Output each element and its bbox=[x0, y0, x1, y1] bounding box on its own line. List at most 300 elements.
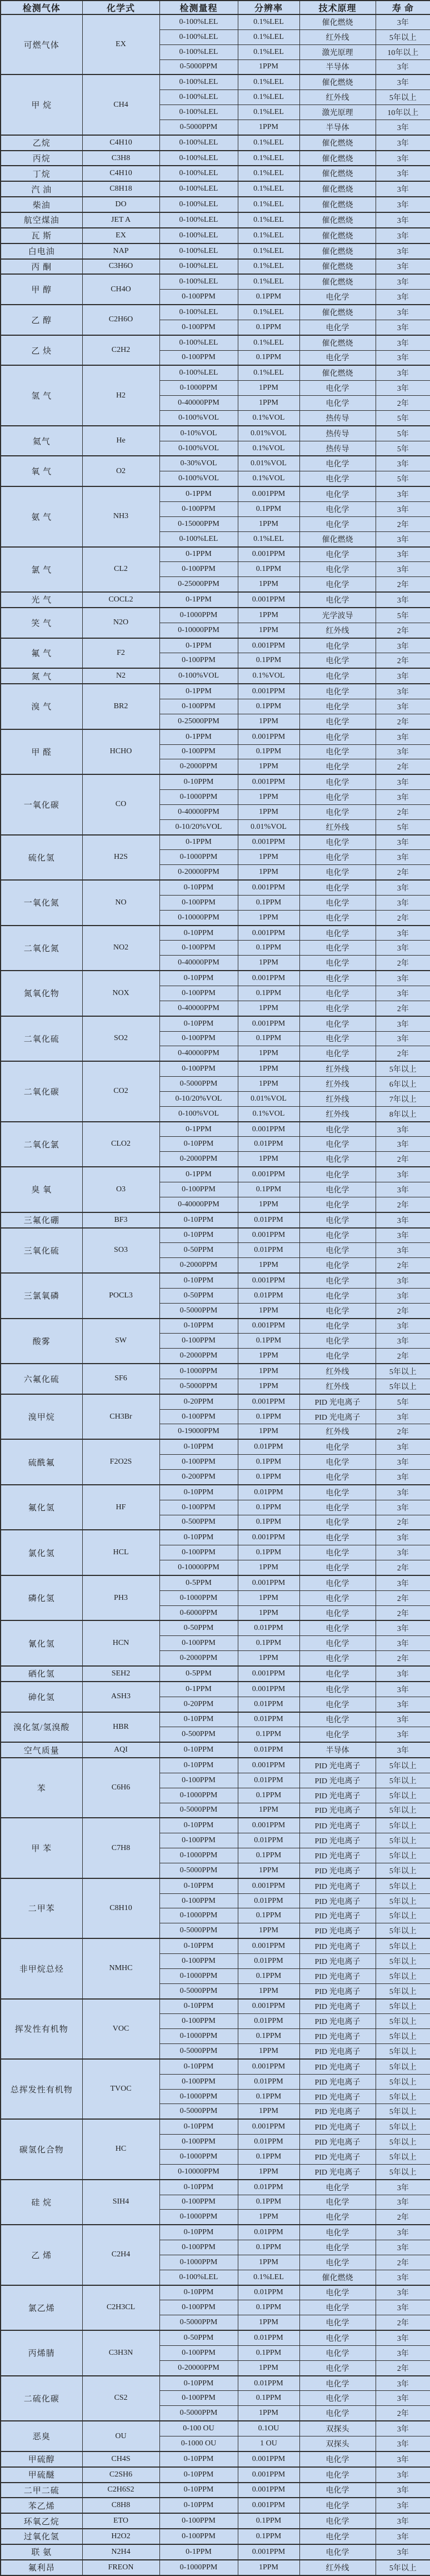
principle-cell: 电化学 bbox=[299, 1319, 376, 1334]
principle-cell: 电化学 bbox=[299, 290, 376, 305]
resolution-cell: 0.1PPM bbox=[238, 290, 299, 305]
principle-cell: 电化学 bbox=[299, 759, 376, 774]
resolution-cell: 0.001PPM bbox=[238, 1228, 299, 1243]
life-cell: 2年 bbox=[376, 1515, 430, 1530]
range-cell: 0-100PPM bbox=[159, 350, 238, 365]
range-cell: 0-100%LEL bbox=[159, 365, 238, 380]
life-cell: 5年以上 bbox=[376, 1999, 430, 2014]
life-cell: 3年 bbox=[376, 1470, 430, 1485]
resolution-cell: 1PPM bbox=[238, 1061, 299, 1076]
life-cell: 2年 bbox=[376, 577, 430, 592]
principle-cell: PID 光电离子 bbox=[299, 2074, 376, 2089]
range-cell: 0-1000PPM bbox=[159, 2149, 238, 2164]
range-cell: 0-1PPM bbox=[159, 1167, 238, 1182]
life-cell: 3年 bbox=[376, 59, 430, 74]
principle-cell: PID 光电离子 bbox=[299, 2014, 376, 2029]
table-row bbox=[1, 684, 430, 699]
range-cell: 0-100%LEL bbox=[159, 259, 238, 275]
principle-cell: 电化学 bbox=[299, 1288, 376, 1303]
resolution-cell: 0.1PPM bbox=[238, 562, 299, 577]
resolution-cell: 1PPM bbox=[238, 608, 299, 623]
range-cell: 0-5000PPM bbox=[159, 1863, 238, 1878]
formula-cell: VOC bbox=[82, 1999, 159, 2059]
range-cell: 0-100%LEL bbox=[159, 197, 238, 212]
principle-cell: 电化学 bbox=[299, 895, 376, 910]
range-cell: 0-10PPM bbox=[159, 1878, 238, 1893]
life-cell: 3年 bbox=[376, 895, 430, 910]
life-cell: 5年以上 bbox=[376, 2059, 430, 2074]
gas-cell: 溴 气 bbox=[1, 684, 82, 729]
range-cell: 0-10PPM bbox=[159, 1485, 238, 1500]
principle-cell: 电化学 bbox=[299, 1137, 376, 1152]
formula-cell: HBR bbox=[82, 1712, 159, 1743]
table-row bbox=[1, 971, 430, 986]
life-cell: 3年 bbox=[376, 1485, 430, 1500]
range-cell: 0-2000PPM bbox=[159, 1651, 238, 1666]
life-cell: 10年以上 bbox=[376, 105, 430, 120]
range-cell: 0-5000PPM bbox=[159, 2104, 238, 2119]
principle-cell: 电化学 bbox=[299, 729, 376, 744]
resolution-cell: 0.1PPM bbox=[238, 1788, 299, 1803]
life-cell: 7年以上 bbox=[376, 1091, 430, 1106]
principle-cell: PID 光电离子 bbox=[299, 1758, 376, 1773]
resolution-cell: 0.1PPM bbox=[238, 2149, 299, 2164]
resolution-cell: 1PPM bbox=[238, 759, 299, 774]
gas-cell: 过氧化氢 bbox=[1, 2529, 82, 2544]
formula-cell: SW bbox=[82, 1319, 159, 1364]
range-cell: 0-50PPM bbox=[159, 2330, 238, 2345]
principle-cell: 红外线 bbox=[299, 2560, 376, 2575]
principle-cell: 电化学 bbox=[299, 1228, 376, 1243]
table-row bbox=[1, 1620, 430, 1635]
gas-cell: 二氧化碳 bbox=[1, 1061, 82, 1121]
life-cell: 5年以上 bbox=[376, 2074, 430, 2089]
formula-cell: EX bbox=[82, 14, 159, 74]
resolution-cell: 1PPM bbox=[238, 850, 299, 865]
principle-cell: PID 光电离子 bbox=[299, 1968, 376, 1983]
range-cell: 0-100PPM bbox=[159, 290, 238, 305]
life-cell: 5年以上 bbox=[376, 2149, 430, 2164]
life-cell: 2年 bbox=[376, 2360, 430, 2375]
table-row bbox=[1, 335, 430, 350]
life-cell: 5年以上 bbox=[376, 1878, 430, 1893]
gas-cell: 磷化氢 bbox=[1, 1575, 82, 1621]
resolution-cell: 1PPM bbox=[238, 2255, 299, 2270]
life-cell: 5年 bbox=[376, 608, 430, 623]
principle-cell: 激光原理 bbox=[299, 105, 376, 120]
resolution-cell: 0.01PPM bbox=[238, 1485, 299, 1500]
range-cell: 0-20000PPM bbox=[159, 865, 238, 880]
principle-cell: 电化学 bbox=[299, 774, 376, 789]
life-cell: 3年 bbox=[376, 135, 430, 151]
range-cell: 0-1000PPM bbox=[159, 2210, 238, 2225]
range-cell: 0-50PPM bbox=[159, 1620, 238, 1635]
resolution-cell: 1PPM bbox=[238, 1077, 299, 1092]
table-row bbox=[1, 14, 430, 29]
resolution-cell: 0.01PPM bbox=[238, 1439, 299, 1454]
life-cell: 3年 bbox=[376, 1167, 430, 1182]
life-cell: 5年以上 bbox=[376, 2135, 430, 2150]
table-row bbox=[1, 2498, 430, 2513]
principle-cell: 电化学 bbox=[299, 1122, 376, 1137]
life-cell: 3年 bbox=[376, 166, 430, 181]
resolution-cell: 0.001PPM bbox=[238, 592, 299, 608]
life-cell: 3年 bbox=[376, 850, 430, 865]
resolution-cell: 0.001PPM bbox=[238, 547, 299, 562]
principle-cell: 催化燃烧 bbox=[299, 531, 376, 546]
header-row bbox=[1, 1, 430, 14]
resolution-cell: 1PPM bbox=[238, 804, 299, 819]
principle-cell: 电化学 bbox=[299, 516, 376, 531]
life-cell: 5年以上 bbox=[376, 2164, 430, 2179]
resolution-cell: 0.001PPM bbox=[238, 1319, 299, 1334]
resolution-cell: 0.1PPM bbox=[238, 1409, 299, 1424]
principle-cell: PID 光电离子 bbox=[299, 1773, 376, 1788]
range-cell: 0-1PPM bbox=[159, 684, 238, 699]
life-cell: 3年 bbox=[376, 1243, 430, 1258]
life-cell: 3年 bbox=[376, 486, 430, 501]
range-cell: 0-100PPM bbox=[159, 2240, 238, 2255]
range-cell: 0-40000PPM bbox=[159, 1197, 238, 1212]
formula-cell: PH3 bbox=[82, 1575, 159, 1621]
life-cell: 3年 bbox=[376, 531, 430, 546]
life-cell: 3年 bbox=[376, 592, 430, 608]
table-row bbox=[1, 365, 430, 380]
range-cell: 0-100%LEL bbox=[159, 135, 238, 151]
resolution-cell: 0.1%LEL bbox=[238, 305, 299, 320]
range-cell: 0-10PPM bbox=[159, 2451, 238, 2467]
range-cell: 0-10000PPM bbox=[159, 1560, 238, 1575]
life-cell: 3年 bbox=[376, 74, 430, 89]
range-cell: 0-100PPM bbox=[159, 2074, 238, 2089]
life-cell: 5年以上 bbox=[376, 1364, 430, 1379]
principle-cell: 催化燃烧 bbox=[299, 14, 376, 29]
table-row bbox=[1, 2544, 430, 2560]
table-row bbox=[1, 1575, 430, 1590]
principle-cell: 双探头 bbox=[299, 2421, 376, 2436]
range-cell: 0-10PPM bbox=[159, 1530, 238, 1545]
gas-cell: 非甲烷总烃 bbox=[1, 1938, 82, 1998]
principle-cell: 电化学 bbox=[299, 790, 376, 805]
gas-cell: 溴化氢/氢溴酸 bbox=[1, 1712, 82, 1743]
gas-cell: 六氟化硫 bbox=[1, 1364, 82, 1394]
life-cell: 5年 bbox=[376, 471, 430, 486]
resolution-cell: 0.1PPM bbox=[238, 1848, 299, 1863]
resolution-cell: 0.1OU bbox=[238, 2421, 299, 2436]
resolution-cell: 1PPM bbox=[238, 1983, 299, 1998]
resolution-cell: 1PPM bbox=[238, 910, 299, 925]
life-cell: 3年 bbox=[376, 1530, 430, 1545]
range-cell: 0-100%LEL bbox=[159, 151, 238, 166]
principle-cell: 红外线 bbox=[299, 1061, 376, 1076]
principle-cell: 催化燃烧 bbox=[299, 365, 376, 380]
gas-cell: 可燃气体 bbox=[1, 14, 82, 74]
life-cell: 3年 bbox=[376, 2270, 430, 2285]
principle-cell: PID 光电离子 bbox=[299, 1983, 376, 1998]
gas-cell: 汽 油 bbox=[1, 181, 82, 197]
life-cell: 3年 bbox=[376, 1122, 430, 1137]
life-cell: 2年 bbox=[376, 714, 430, 729]
life-cell: 3年 bbox=[376, 197, 430, 212]
principle-cell: PID 光电离子 bbox=[299, 1833, 376, 1848]
formula-cell: COCL2 bbox=[82, 592, 159, 608]
table-row bbox=[1, 1319, 430, 1334]
principle-cell: 电化学 bbox=[299, 2513, 376, 2529]
resolution-cell: 0.1%VOL bbox=[238, 441, 299, 456]
resolution-cell: 0.001PPM bbox=[238, 1666, 299, 1682]
gas-cell: 氧 气 bbox=[1, 456, 82, 486]
life-cell: 3年 bbox=[376, 684, 430, 699]
gas-cell: 氨 气 bbox=[1, 486, 82, 546]
resolution-cell: 1PPM bbox=[238, 1923, 299, 1938]
formula-cell: SF6 bbox=[82, 1364, 159, 1394]
range-cell: 0-10PPM bbox=[159, 1938, 238, 1953]
range-cell: 0-1PPM bbox=[159, 638, 238, 653]
gas-cell: 氮 气 bbox=[1, 668, 82, 684]
principle-cell: 电化学 bbox=[299, 684, 376, 699]
life-cell: 2年 bbox=[376, 1001, 430, 1016]
gas-cell: 丙烷 bbox=[1, 151, 82, 166]
formula-cell: SIH4 bbox=[82, 2180, 159, 2225]
life-cell: 5年 bbox=[376, 1394, 430, 1409]
life-cell: 3年 bbox=[376, 1137, 430, 1152]
principle-cell: 激光原理 bbox=[299, 44, 376, 59]
table-row bbox=[1, 74, 430, 89]
principle-cell: 电化学 bbox=[299, 577, 376, 592]
range-cell: 0-100PPM bbox=[159, 1061, 238, 1076]
life-cell: 3年 bbox=[376, 1742, 430, 1758]
life-cell: 5年 bbox=[376, 441, 430, 456]
range-cell: 0-10%VOL bbox=[159, 426, 238, 441]
formula-cell: NO bbox=[82, 880, 159, 926]
principle-cell: 电化学 bbox=[299, 2210, 376, 2225]
range-cell: 0-5PPM bbox=[159, 1666, 238, 1682]
resolution-cell: 1PPM bbox=[238, 790, 299, 805]
life-cell: 3年 bbox=[376, 1455, 430, 1470]
resolution-cell: 0.01PPM bbox=[238, 1833, 299, 1848]
principle-cell: PID 光电离子 bbox=[299, 2029, 376, 2044]
table-row bbox=[1, 1439, 430, 1454]
range-cell: 0-100%LEL bbox=[159, 274, 238, 289]
gas-cell: 丙烯腈 bbox=[1, 2330, 82, 2376]
principle-cell: 电化学 bbox=[299, 1258, 376, 1273]
resolution-cell: 0.01PPM bbox=[238, 2180, 299, 2195]
formula-cell: N2O bbox=[82, 608, 159, 638]
range-cell: 0-100%LEL bbox=[159, 335, 238, 350]
life-cell: 5年以上 bbox=[376, 1833, 430, 1848]
principle-cell: 电化学 bbox=[299, 2529, 376, 2544]
life-cell: 2年 bbox=[376, 1046, 430, 1061]
range-cell: 0-100%LEL bbox=[159, 74, 238, 89]
gas-cell: 氢 气 bbox=[1, 365, 82, 425]
range-cell: 0-1PPM bbox=[159, 486, 238, 501]
range-cell: 0-2000PPM bbox=[159, 1349, 238, 1364]
principle-cell: 催化燃烧 bbox=[299, 243, 376, 259]
principle-cell: 电化学 bbox=[299, 2180, 376, 2195]
table-row bbox=[1, 166, 430, 181]
resolution-cell: 1PPM bbox=[238, 2164, 299, 2179]
formula-cell: C2H3CL bbox=[82, 2285, 159, 2331]
life-cell: 5年以上 bbox=[376, 2029, 430, 2044]
resolution-cell: 0.001PPM bbox=[238, 1273, 299, 1288]
range-cell: 0-1000PPM bbox=[159, 1908, 238, 1923]
resolution-cell: 0.001PPM bbox=[238, 2483, 299, 2498]
resolution-cell: 0.1PPM bbox=[238, 986, 299, 1001]
life-cell: 2年 bbox=[376, 1590, 430, 1605]
range-cell: 0-100PPM bbox=[159, 2513, 238, 2529]
range-cell: 0-100%VOL bbox=[159, 410, 238, 425]
formula-cell: O3 bbox=[82, 1167, 159, 1212]
principle-cell: 电化学 bbox=[299, 1334, 376, 1349]
range-cell: 0-500PPM bbox=[159, 1727, 238, 1742]
range-cell: 0-1PPM bbox=[159, 547, 238, 562]
principle-cell: 电化学 bbox=[299, 986, 376, 1001]
range-cell: 0-2000PPM bbox=[159, 759, 238, 774]
range-cell: 0-10PPM bbox=[159, 880, 238, 895]
gas-cell: 甲 烷 bbox=[1, 74, 82, 135]
principle-cell: 电化学 bbox=[299, 1697, 376, 1712]
principle-cell: PID 光电离子 bbox=[299, 1878, 376, 1893]
life-cell: 2年 bbox=[376, 910, 430, 925]
life-cell: 3年 bbox=[376, 212, 430, 228]
resolution-cell: 0.1PPM bbox=[238, 2391, 299, 2406]
life-cell: 5年以上 bbox=[376, 2089, 430, 2104]
range-cell: 0-10PPM bbox=[159, 1137, 238, 1152]
resolution-cell: 0.01PPM bbox=[238, 2014, 299, 2029]
life-cell: 5年以上 bbox=[376, 2119, 430, 2134]
principle-cell: 双探头 bbox=[299, 2436, 376, 2451]
range-cell: 0-1000PPM bbox=[159, 2029, 238, 2044]
principle-cell: 电化学 bbox=[299, 1727, 376, 1742]
formula-cell: HCHO bbox=[82, 729, 159, 775]
formula-cell: HF bbox=[82, 1485, 159, 1530]
formula-cell: BF3 bbox=[82, 1212, 159, 1228]
resolution-cell: 0.001PPM bbox=[238, 1530, 299, 1545]
resolution-cell: 1PPM bbox=[238, 714, 299, 729]
resolution-cell: 0.01PPM bbox=[238, 1620, 299, 1635]
resolution-cell: 0.001PPM bbox=[238, 2451, 299, 2467]
table-row bbox=[1, 305, 430, 320]
range-cell: 0-100%LEL bbox=[159, 305, 238, 320]
life-cell: 2年 bbox=[376, 1651, 430, 1666]
resolution-cell: 0.01%VOL bbox=[238, 1091, 299, 1106]
resolution-cell: 0.01%VOL bbox=[238, 819, 299, 834]
resolution-cell: 0.001PPM bbox=[238, 638, 299, 653]
life-cell: 3年 bbox=[376, 2330, 430, 2345]
range-cell: 0-10/20%VOL bbox=[159, 819, 238, 834]
gas-cell: 二氧化氯 bbox=[1, 1122, 82, 1167]
gas-cell: 三氟化硼 bbox=[1, 1212, 82, 1228]
principle-cell: 电化学 bbox=[299, 1590, 376, 1605]
header-principle: 技术原理 bbox=[299, 1, 376, 14]
principle-cell: PID 光电离子 bbox=[299, 2135, 376, 2150]
range-cell: 0-100PPM bbox=[159, 1031, 238, 1046]
principle-cell: PID 光电离子 bbox=[299, 1848, 376, 1863]
life-cell: 5年 bbox=[376, 410, 430, 425]
resolution-cell: 0.01PPM bbox=[238, 1893, 299, 1908]
resolution-cell: 0.1PPM bbox=[238, 1968, 299, 1983]
table-row bbox=[1, 2421, 430, 2436]
life-cell: 3年 bbox=[376, 1712, 430, 1727]
resolution-cell: 0.001PPM bbox=[238, 2467, 299, 2483]
principle-cell: PID 光电离子 bbox=[299, 2044, 376, 2059]
formula-cell: NMHC bbox=[82, 1938, 159, 1998]
range-cell: 0-100PPM bbox=[159, 2345, 238, 2360]
life-cell: 3年 bbox=[376, 1575, 430, 1590]
resolution-cell: 0.1%LEL bbox=[238, 74, 299, 89]
range-cell: 0-1PPM bbox=[159, 729, 238, 744]
resolution-cell: 0.001PPM bbox=[238, 926, 299, 941]
resolution-cell: 0.1PPM bbox=[238, 1334, 299, 1349]
principle-cell: 电化学 bbox=[299, 1349, 376, 1364]
formula-cell: C2H6S2 bbox=[82, 2483, 159, 2498]
range-cell: 0-10PPM bbox=[159, 2376, 238, 2391]
principle-cell: 电化学 bbox=[299, 1575, 376, 1590]
range-cell: 0-1000PPM bbox=[159, 2089, 238, 2104]
life-cell: 5年以上 bbox=[376, 1788, 430, 1803]
formula-cell: C2H2 bbox=[82, 335, 159, 366]
principle-cell: 电化学 bbox=[299, 396, 376, 411]
resolution-cell: 1PPM bbox=[238, 1863, 299, 1878]
resolution-cell: 1 OU bbox=[238, 2436, 299, 2451]
range-cell: 0-30%VOL bbox=[159, 456, 238, 471]
formula-cell: DO bbox=[82, 197, 159, 212]
gas-cell: 苯 bbox=[1, 1758, 82, 1818]
resolution-cell: 1PPM bbox=[238, 1001, 299, 1016]
life-cell: 3年 bbox=[376, 2498, 430, 2513]
life-cell: 3年 bbox=[376, 880, 430, 895]
table-row bbox=[1, 212, 430, 228]
range-cell: 0-1000PPM bbox=[159, 2255, 238, 2270]
resolution-cell: 0.1PPM bbox=[238, 350, 299, 365]
table-row bbox=[1, 2451, 430, 2467]
range-cell: 0-10/20%VOL bbox=[159, 1091, 238, 1106]
table-row bbox=[1, 2467, 430, 2483]
gas-cell: 乙烷 bbox=[1, 135, 82, 151]
resolution-cell: 1PPM bbox=[238, 1364, 299, 1379]
range-cell: 0-10PPM bbox=[159, 2483, 238, 2498]
principle-cell: 电化学 bbox=[299, 941, 376, 956]
resolution-cell: 1PPM bbox=[238, 577, 299, 592]
life-cell: 3年 bbox=[376, 729, 430, 744]
formula-cell: H2S bbox=[82, 835, 159, 881]
resolution-cell: 0.1PPM bbox=[238, 2300, 299, 2315]
resolution-cell: 0.001PPM bbox=[238, 1999, 299, 2014]
life-cell: 3年 bbox=[376, 1319, 430, 1334]
principle-cell: 电化学 bbox=[299, 638, 376, 653]
principle-cell: 催化燃烧 bbox=[299, 259, 376, 275]
principle-cell: PID 光电离子 bbox=[299, 1908, 376, 1923]
range-cell: 0-1PPM bbox=[159, 592, 238, 608]
gas-table-body bbox=[1, 14, 430, 2575]
gas-cell: 丙 酮 bbox=[1, 259, 82, 275]
table-row bbox=[1, 1394, 430, 1409]
table-row bbox=[1, 774, 430, 789]
range-cell: 0-10PPM bbox=[159, 971, 238, 986]
table-row bbox=[1, 135, 430, 151]
formula-cell: SO2 bbox=[82, 1016, 159, 1062]
resolution-cell: 0.001PPM bbox=[238, 684, 299, 699]
range-cell: 0-100%LEL bbox=[159, 90, 238, 105]
principle-cell: 电化学 bbox=[299, 1243, 376, 1258]
principle-cell: 电化学 bbox=[299, 1001, 376, 1016]
principle-cell: 催化燃烧 bbox=[299, 2270, 376, 2285]
principle-cell: 电化学 bbox=[299, 2483, 376, 2498]
principle-cell: 红外线 bbox=[299, 819, 376, 834]
table-row bbox=[1, 181, 430, 197]
range-cell: 0-1000PPM bbox=[159, 1364, 238, 1379]
range-cell: 0-100PPM bbox=[159, 1182, 238, 1197]
